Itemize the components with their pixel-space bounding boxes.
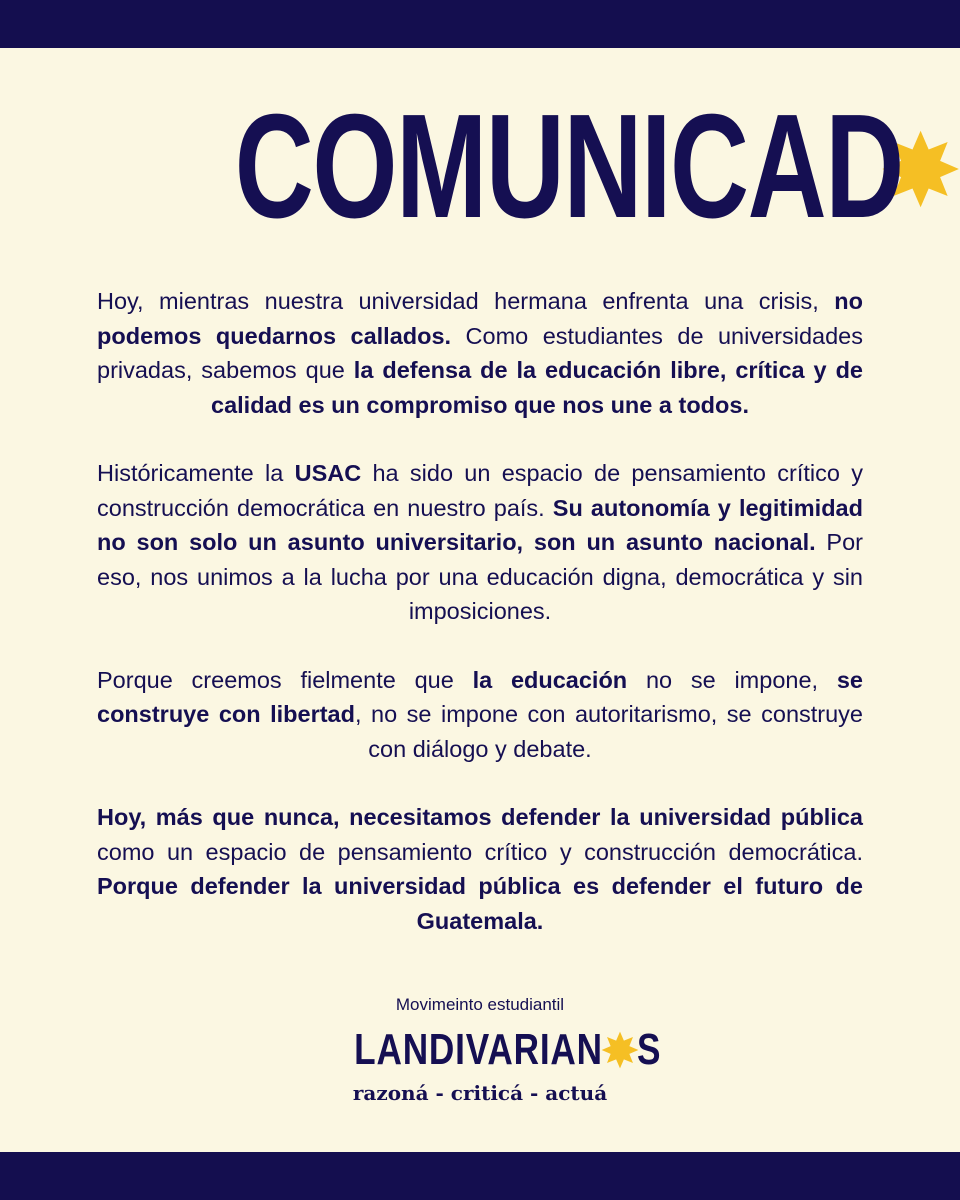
paragraph: [97, 284, 863, 422]
movement-label: Movimeinto estudiantil: [395, 995, 565, 1014]
bottom-band: [0, 1152, 960, 1200]
brand-logo: [0, 1025, 960, 1074]
signature: [0, 994, 960, 1106]
text-run: ha sido un espacio de pensamiento crítico y construcción democrática en nuestro país.: [97, 460, 863, 521]
text-run: Porque creemos fielmente que: [97, 666, 473, 693]
bold-text: la educación: [472, 666, 628, 693]
text-run: como un espacio de pensamiento crítico y construcción democrática.: [97, 838, 863, 865]
page-title: COMUNICAD: [234, 84, 903, 249]
bold-text: Porque defender la universidad pública es defender el futuro de Guatemala.: [97, 873, 863, 934]
text-run: Históricamente la: [97, 460, 295, 486]
statement-body: [97, 284, 863, 972]
text-run: Por eso, nos unimos a la lucha por una educación digna, democrática y sin imposiciones.: [97, 529, 864, 624]
bold-text: no podemos quedarnos callados.: [97, 288, 863, 349]
tagline: razoná - criticá - actuá: [352, 1081, 608, 1105]
bold-text: USAC: [294, 460, 362, 486]
paragraph: [97, 663, 863, 767]
text-run: , no se impone con autoritarismo, se construye con diálogo y debate.: [354, 701, 864, 762]
bold-text: Su autonomía y legitimidad no son solo un asunto universitario, son un asunto nacional.: [97, 494, 863, 555]
text-run: Como estudiantes de universidades privadas, sabemos que: [97, 322, 863, 383]
text-run: Hoy, mientras nuestra universidad hermana enfrenta una crisis,: [97, 288, 835, 314]
header: [0, 84, 960, 249]
paragraph: [97, 456, 863, 629]
bold-text: se construye con libertad: [97, 666, 863, 727]
brand-text-left: LANDIVARIAN: [354, 1025, 604, 1074]
brand-text-right: S: [637, 1025, 662, 1074]
top-band: [0, 0, 960, 48]
text-run: no se impone,: [627, 666, 837, 693]
logo-star-icon: [601, 1031, 639, 1069]
bold-text: la defensa de la educación libre, crítica y de calidad es un compromiso que nos une a todos.: [211, 357, 863, 418]
paragraph: [97, 800, 863, 938]
bold-text: Hoy, más que nunca, necesitamos defender la universidad pública: [97, 804, 863, 830]
